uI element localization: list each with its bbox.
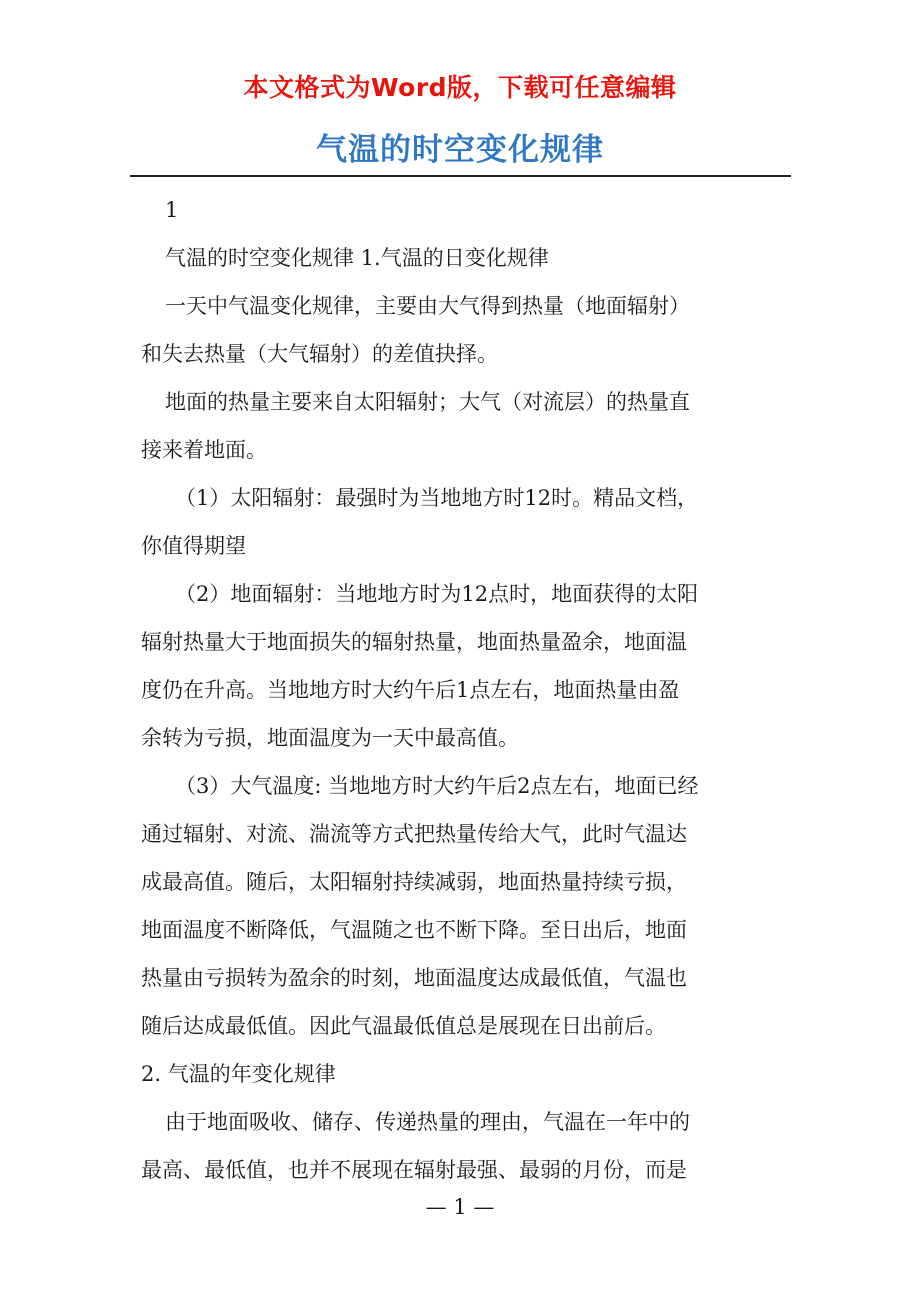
paragraph-line: 由于地面吸收、储存、传递热量的理由，气温在一年中的 — [165, 1110, 690, 1134]
paragraph-line: 通过辐射、对流、湍流等方式把热量传给大气，此时气温达 — [141, 822, 687, 846]
paragraph-line: 接来着地面。 — [141, 438, 267, 462]
paragraph-line: 成最高值。随后，太阳辐射持续减弱，地面热量持续亏损， — [141, 870, 687, 894]
paragraph-line: 辐射热量大于地面损失的辐射热量，地面热量盈余，地面温 — [141, 630, 687, 654]
document-body — [141, 186, 781, 1194]
format-banner: 本文格式为Word版，下载可任意编辑 — [243, 73, 677, 102]
document-title: 气温的时空变化规律 — [316, 132, 604, 168]
section-heading: 2. 气温的年变化规律 — [141, 1062, 336, 1086]
page-number: — 1 — — [425, 1195, 495, 1219]
paragraph-line: 1 — [165, 198, 179, 222]
paragraph-line: （3）大气温度: 当地地方时大约午后2点左右，地面已经 — [175, 774, 699, 798]
paragraph-line: 余转为亏损，地面温度为一天中最高值。 — [141, 726, 519, 750]
paragraph-line: 热量由亏损转为盈余的时刻，地面温度达成最低值，气温也 — [141, 966, 687, 990]
paragraph-line: 随后达成最低值。因此气温最低值总是展现在日出前后。 — [141, 1014, 666, 1038]
header-divider — [130, 175, 791, 177]
paragraph-line: （1）太阳辐射：最强时为当地地方时12时。精品文档， — [175, 486, 699, 510]
paragraph-line: 一天中气温变化规律，主要由大气得到热量（地面辐射） — [165, 294, 690, 318]
paragraph-line: 最高、最低值，也并不展现在辐射最强、最弱的月份，而是 — [141, 1158, 687, 1182]
paragraph-line: 你值得期望 — [141, 534, 246, 558]
paragraph-line: 度仍在升高。当地地方时大约午后1点左右，地面热量由盈 — [141, 678, 680, 702]
paragraph-line: 气温的时空变化规律 1.气温的日变化规律 — [165, 246, 549, 270]
paragraph-line: 地面温度不断降低，气温随之也不断下降。至日出后，地面 — [141, 918, 687, 942]
paragraph-line: 和失去热量（大气辐射）的差值抉择。 — [141, 342, 498, 366]
paragraph-line: （2）地面辐射：当地地方时为12点时，地面获得的太阳 — [175, 582, 699, 606]
paragraph-line: 地面的热量主要来自太阳辐射；大气（对流层）的热量直 — [165, 390, 690, 414]
